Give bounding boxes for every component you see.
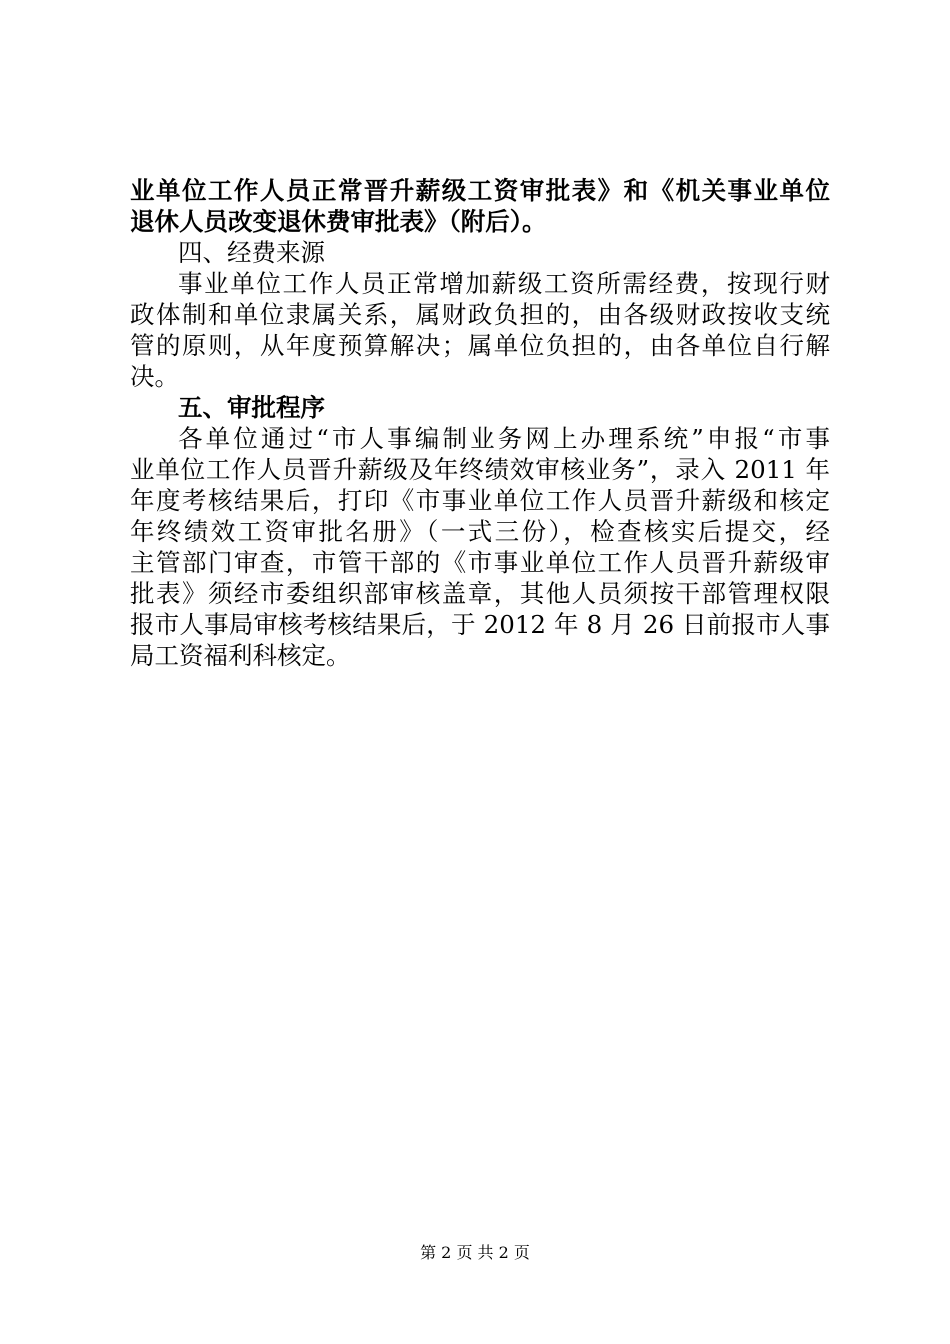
text-line: 业单位工作人员晋升薪级及年终绩效审核业务”，录入 2011 年 [130,455,830,484]
section-heading-approval: 五、审批程序 [178,393,325,422]
page-footer: 第 2 页 共 2 页 [420,1243,530,1262]
paragraph-continuation [130,175,830,237]
text-line: 管的原则，从年度预算解决；属单位负担的，由各单位自行解 [130,331,830,360]
text-line: 事业单位工作人员正常增加薪级工资所需经费，按现行财 [178,269,830,298]
text-line: 年度考核结果后，打印《市事业单位工作人员晋升薪级和核定 [130,486,830,515]
text-line: 政体制和单位隶属关系，属财政负担的，由各级财政按收支统 [130,300,830,329]
text-line: 业单位工作人员正常晋升薪级工资审批表》和《机关事业单位 [130,176,830,205]
text-line: 各单位通过“市人事编制业务网上办理系统”申报“市事 [178,424,830,453]
document-body [130,175,830,671]
paragraph-funding [130,268,830,392]
text-line: 报市人事局审核考核结果后，于 2012 年 8 月 26 日前报市人事 [130,610,830,639]
text-line: 局工资福利科核定。 [130,641,351,670]
text-line: 主管部门审查，市管干部的《市事业单位工作人员晋升薪级审 [130,548,830,577]
text-line: 决。 [130,362,179,391]
text-line: 退休人员改变退休费审批表》（附后）。 [130,207,547,236]
text-line: 年终绩效工资审批名册》（一式三份），检查核实后提交，经 [130,517,830,546]
paragraph-approval [130,423,830,671]
section-heading-funding: 四、经费来源 [178,238,325,267]
text-line: 批表》须经市委组织部审核盖章，其他人员须按干部管理权限 [130,579,830,608]
